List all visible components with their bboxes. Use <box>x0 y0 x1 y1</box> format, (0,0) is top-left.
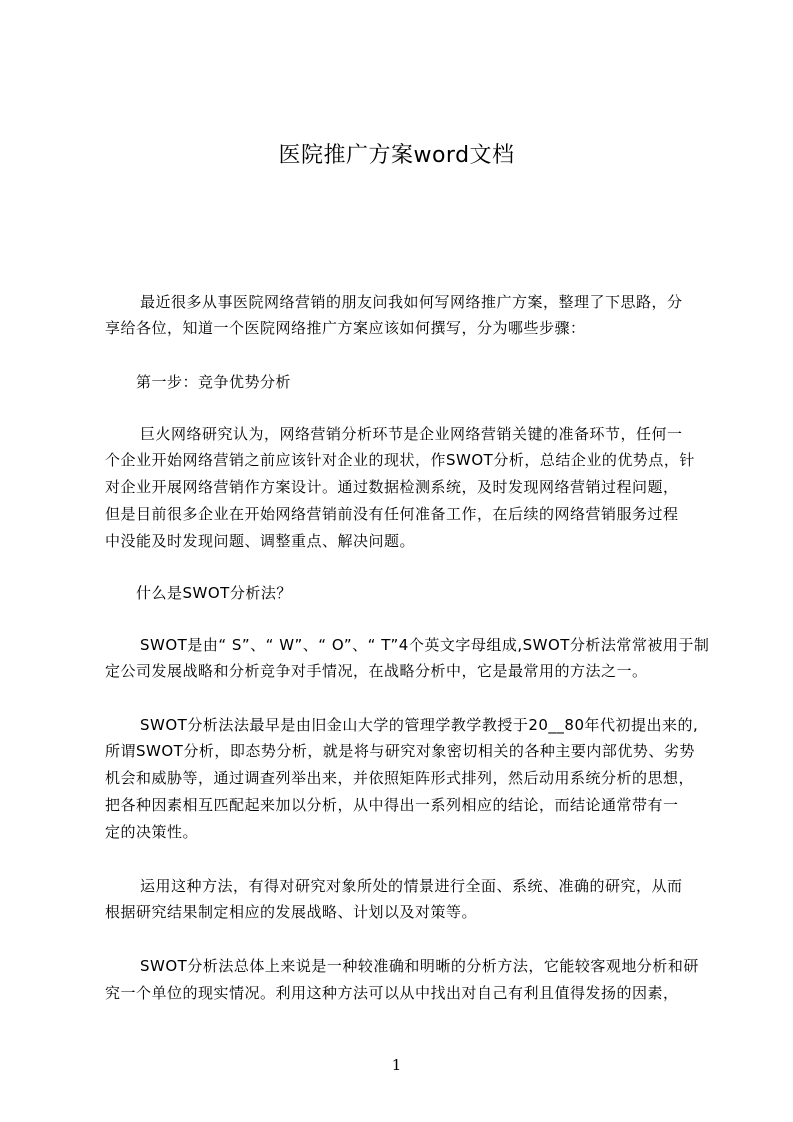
intro-line: 最近很多从事医院网络营销的朋友问我如何写网络推广方案，整理了下思路，分 <box>140 293 683 311</box>
swot-origin-line: 定的决策性。 <box>105 823 199 841</box>
swot-definition-line: SWOT是由“ S”、“ W”、“ O”、“ T”4个英文字母组成,SWOT分析法常常被用于制 <box>140 636 710 654</box>
step1-line: 个企业开始网络营销之前应该针对企业的现状，作SWOT分析，总结企业的优势点，针 <box>105 451 695 469</box>
swot-summary-line: SWOT分析法总体上来说是一种较准确和明晰的分析方法，它能较客观地分析和研 <box>140 957 699 975</box>
swot-definition-line: 定公司发展战略和分析竞争对手情况，在战略分析中，它是最常用的方法之一。 <box>105 662 648 680</box>
swot-use-line: 运用这种方法，有得对研究对象所处的情景进行全面、系统、准确的研究，从而 <box>140 877 683 895</box>
swot-origin-line: 把各种因素相互匹配起来加以分析，从中得出一系列相应的结论，而结论通常带有一 <box>105 796 679 814</box>
step1-line: 中没能及时发现问题、调整重点、解决问题。 <box>105 532 416 550</box>
swot-origin-line: 所谓SWOT分析，即态势分析，就是将与研究对象密切相关的各种主要内部优势、劣势 <box>105 742 695 760</box>
swot-use-line: 根据研究结果制定相应的发展战略、计划以及对策等。 <box>105 903 478 921</box>
swot-summary-line: 究一个单位的现实情况。利用这种方法可以从中找出对自己有利且值得发扬的因素， <box>105 984 679 1002</box>
document-title: 医院推广方案word文档 <box>278 143 515 168</box>
intro-line: 享给各位，知道一个医院网络推广方案应该如何撰写，分为哪些步骤： <box>105 319 586 337</box>
swot-question: 什么是SWOT分析法？ <box>136 584 292 602</box>
step1-line: 对企业开展网络营销作方案设计。通过数据检测系统，及时发现网络营销过程问题， <box>105 478 679 496</box>
page-number: 1 <box>391 1056 402 1074</box>
swot-origin-line: SWOT分析法法最早是由旧金山大学的管理学教学教授于20__80年代初提出来的, <box>140 716 699 734</box>
section-heading-step1: 第一步：竞争优势分析 <box>136 373 292 391</box>
swot-origin-line: 机会和威胁等，通过调查列举出来，并依照矩阵形式排列，然后动用系统分析的思想， <box>105 769 695 787</box>
step1-line: 巨火网络研究认为，网络营销分析环节是企业网络营销关键的准备环节，任何一 <box>140 425 683 443</box>
step1-line: 但是目前很多企业在开始网络营销前没有任何准备工作，在后续的网络营销服务过程 <box>105 505 679 523</box>
